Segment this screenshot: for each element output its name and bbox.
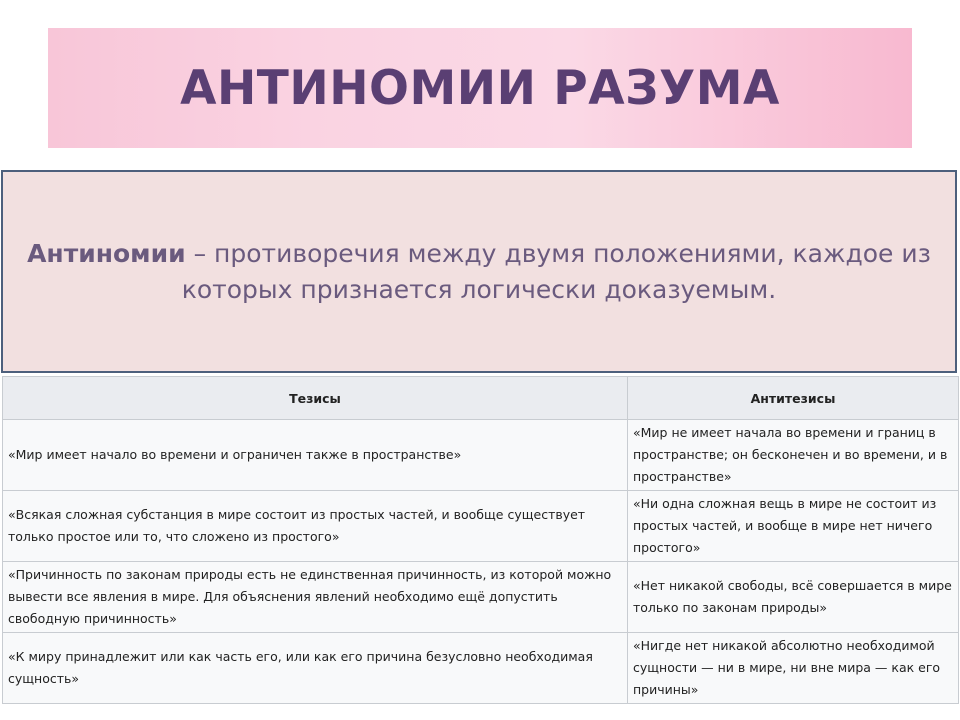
thesis-cell: «К миру принадлежит или как часть его, или как его причина безусловно необходимая сущность»	[3, 633, 628, 704]
header-thesis: Тезисы	[3, 377, 628, 420]
antinomies-table	[2, 376, 959, 704]
thesis-cell: «Причинность по законам природы есть не единственная причинность, из которой можно вывести все явления в мире. Для объяснения явлений необходимо ещё допустить свободную причинность»	[3, 562, 628, 633]
antithesis-cell: «Нет никакой свободы, всё совершается в мире только по законам природы»	[628, 562, 959, 633]
definition-body: – противоречия между двумя положениями, каждое из которых признается логически доказуемым.	[181, 238, 931, 304]
definition-term: Антиномии	[27, 238, 186, 268]
table-header-row	[3, 377, 959, 420]
slide-title: АНТИНОМИИ РАЗУМА	[180, 60, 780, 116]
thesis-cell: «Всякая сложная субстанция в мире состоит из простых частей, и вообще существует только простое или то, что сложено из простого»	[3, 491, 628, 562]
table-row	[3, 420, 959, 491]
table-row	[3, 491, 959, 562]
title-banner	[48, 28, 912, 148]
table-row	[3, 562, 959, 633]
table-row	[3, 633, 959, 704]
definition-box	[1, 170, 957, 373]
header-antithesis: Антитезисы	[628, 377, 959, 420]
definition-text	[3, 236, 955, 308]
thesis-cell: «Мир имеет начало во времени и ограничен также в пространстве»	[3, 420, 628, 491]
antithesis-cell: «Ни одна сложная вещь в мире не состоит из простых частей, и вообще в мире нет ничего простого»	[628, 491, 959, 562]
antithesis-cell: «Мир не имеет начала во времени и границ в пространстве; он бесконечен и во времени, и в пространстве»	[628, 420, 959, 491]
antithesis-cell: «Нигде нет никакой абсолютно необходимой сущности — ни в мире, ни вне мира — как его причины»	[628, 633, 959, 704]
